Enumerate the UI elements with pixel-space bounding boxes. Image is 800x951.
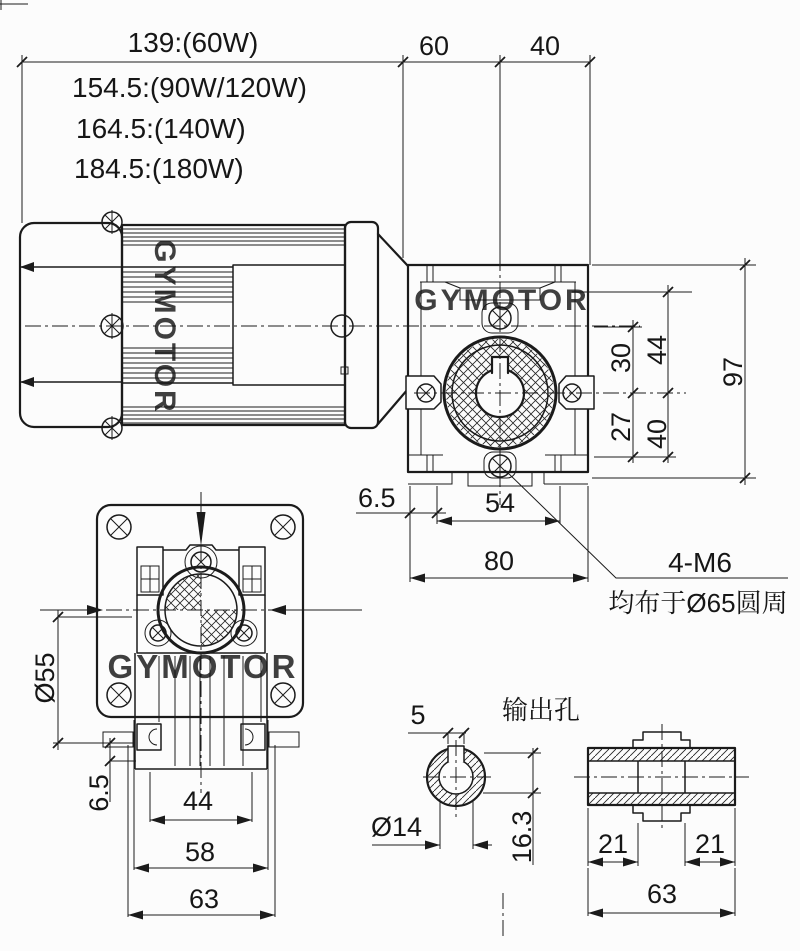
drawing-line (111, 687, 127, 703)
endcap-dividers (20, 267, 122, 382)
dimension-arrow (573, 574, 588, 583)
dim-40: 40 (529, 31, 561, 61)
dimension-arrow (410, 574, 425, 583)
gearbox-bottom-dimensions (356, 470, 788, 618)
dim-44-front: 44 (182, 786, 214, 816)
drawing-line (238, 627, 250, 639)
housing-tab-left (137, 547, 163, 595)
watermark-gearbox: GYMOTOR (414, 284, 590, 317)
dim-58: 58 (184, 837, 216, 867)
sleeve-dimensions (588, 808, 735, 918)
dimension-arrow (237, 816, 252, 825)
dimension-arrow (720, 909, 735, 918)
foot-right-notch (245, 729, 253, 745)
dim-dia55: Ø55 (30, 652, 60, 704)
dimension-arrow (260, 911, 275, 920)
flange-screw-tr (271, 515, 295, 539)
dimension-arrow (253, 864, 268, 873)
dim-54: 54 (484, 488, 516, 518)
dim-dia14: Ø14 (371, 812, 423, 842)
watermark-motor: GYMOTOR (148, 239, 181, 415)
drawing-line (111, 519, 127, 535)
flange-screw-bl (107, 683, 131, 707)
sleeve-centerlines (574, 724, 749, 828)
dim-44-side: 44 (642, 334, 672, 366)
drawing-line (275, 687, 291, 703)
flange-screw-br (271, 683, 295, 707)
dimension-arrow (128, 911, 143, 920)
dim-80: 80 (483, 546, 515, 576)
dim-length-60w: 139:(60W) (127, 27, 259, 58)
dimension-arrow (588, 909, 603, 918)
housing-tab-right (239, 547, 265, 595)
divider-arrow (20, 262, 34, 272)
dim-6-5-front: 6.5 (84, 774, 114, 812)
dim-6-5-gearbox: 6.5 (358, 483, 396, 513)
drawing-line (243, 566, 261, 592)
front-view (40, 492, 362, 793)
dim-30: 30 (606, 342, 636, 374)
bottom-feet (408, 472, 588, 486)
dimension-arrow (473, 841, 488, 850)
dim-60: 60 (418, 31, 450, 61)
frame-corner-mark (0, 0, 28, 10)
drawing-line (275, 519, 291, 535)
drawing-line (141, 566, 159, 592)
foot-left-notch (149, 729, 157, 745)
dim-21-right: 21 (694, 829, 726, 859)
dim-40-side: 40 (642, 418, 672, 450)
watermark-front: GYMOTOR (107, 648, 299, 685)
dim-21-left: 21 (597, 829, 629, 859)
dim-97: 97 (718, 356, 748, 388)
note-4-m6: 4-M6 (668, 547, 732, 578)
motor-endcap (20, 223, 122, 427)
watermarks (108, 239, 590, 685)
dim-length-140w: 164.5:(140W) (76, 113, 246, 144)
dim-5-lines (408, 733, 466, 744)
left-arrow (87, 605, 103, 615)
adapter-slants (378, 234, 408, 424)
label-output-hole: 输出孔 (501, 695, 581, 725)
motor-mount-plate (345, 222, 378, 428)
dim-63-front: 63 (188, 884, 220, 914)
dimension-arrow (134, 864, 149, 873)
right-dimensions (572, 258, 756, 485)
dimension-arrow (437, 517, 452, 526)
flange-screw-tl (107, 515, 131, 539)
motor-terminal-panel (233, 265, 345, 385)
dim-16-3: 16.3 (507, 810, 537, 864)
sleeve-section-view (574, 724, 749, 828)
dim-63-sleeve: 63 (646, 879, 678, 909)
dim-27: 27 (606, 411, 636, 443)
dimension-arrow (150, 816, 165, 825)
dimension-arrow (425, 841, 440, 850)
dim-length-180w: 184.5:(180W) (74, 153, 244, 184)
note-4-m6-circle: 均布于Ø65圆周 (608, 588, 788, 618)
drawing-line (152, 627, 164, 639)
dim-5: 5 (410, 700, 426, 730)
divider-arrow (20, 377, 34, 387)
dim-length-90w: 154.5:(90W/120W) (72, 72, 307, 103)
output-hole-view (371, 695, 580, 937)
